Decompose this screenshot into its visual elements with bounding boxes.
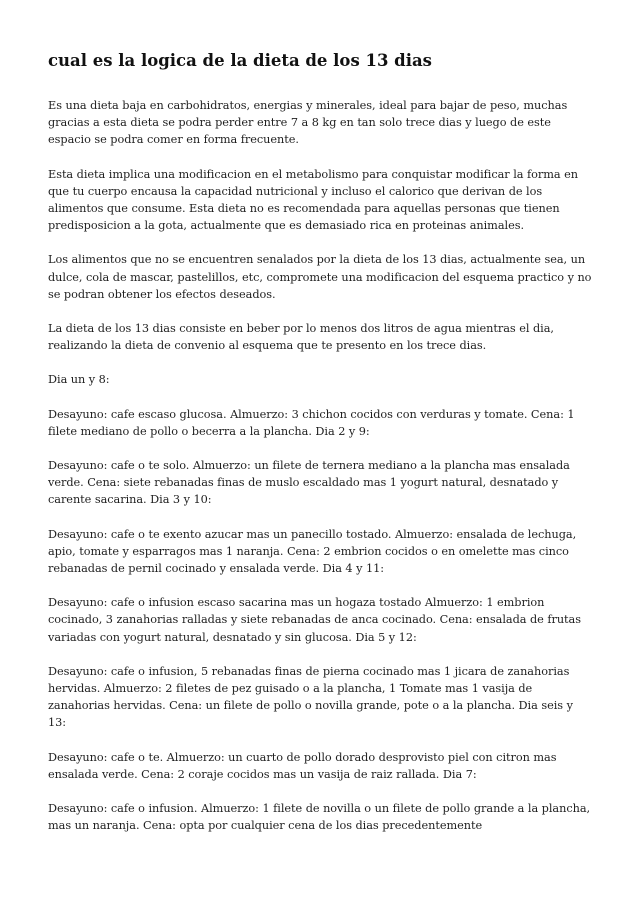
paragraph-day-heading: Dia un y 8: bbox=[48, 373, 110, 387]
document-body bbox=[48, 97, 594, 835]
paragraph-day-2-9: Desayuno: cafe o te solo. Almuerzo: un filete de ternera mediano a la plancha mas ensalada verde. Cena: siete rebanadas finas de muslo escaldado mas 1 yogurt natural, desnatado y carente sacarina. Dia 3 y 10: bbox=[48, 459, 570, 507]
paragraph-day-7: Desayuno: cafe o infusion. Almuerzo: 1 filete de novilla o un filete de pollo grande a la plancha, mas un naranja. Cena: opta por cualquier cena de los dias precedentemente bbox=[48, 802, 591, 833]
document-title: cual es la logica de la dieta de los 13 dias bbox=[48, 51, 432, 70]
paragraph-day-1-8: Desayuno: cafe escaso glucosa. Almuerzo: 3 chichon cocidos con verduras y tomate. Cena: 1 filete mediano de pollo o becerra a la plancha. Dia 2 y 9: bbox=[48, 407, 575, 438]
paragraph-day-4-11: Desayuno: cafe o infusion escaso sacarina mas un hogaza tostado Almuerzo: 1 embrion cocinado, 3 zanahorias ralladas y siete rebanadas de anca cocinado. Cena: ensalada de frutas variadas con yogurt natural, desnatado y sin glucosa. Dia 5 y 12: bbox=[48, 596, 581, 644]
paragraph-intro: Es una dieta baja en carbohidratos, energias y minerales, ideal para bajar de peso, muchas gracias a esta dieta se podra perder entre 7 a 8 kg en tan solo trece dias y luego de este espacio se podra comer en forma frecuente. bbox=[48, 99, 568, 147]
paragraph-day-5-12: Desayuno: cafe o infusion, 5 rebanadas finas de pierna cocinado mas 1 jicara de zanahorias hervidas. Almuerzo: 2 filetes de pez guisado o a la plancha, 1 Tomate mas 1 vasija de zanahorias hervidas. Cena: un filete de pollo o novilla grande, pote o a la plancha. Dia seis y 13: bbox=[48, 664, 573, 730]
paragraph-excluded-foods: Los alimentos que no se encuentren senalados por la dieta de los 13 dias, actualmente sea, un dulce, cola de mascar, pastelillos, etc, compromete una modificacion del esquema practico y no se podran obtener los efectos deseados. bbox=[48, 253, 592, 301]
paragraph-water: La dieta de los 13 dias consiste en beber por lo menos dos litros de agua mientras el dia, realizando la dieta de convenio al esquema que te presento en los trece dias. bbox=[48, 322, 554, 353]
paragraph-day-6-13: Desayuno: cafe o te. Almuerzo: un cuarto de pollo dorado desprovisto piel con citron mas ensalada verde. Cena: 2 coraje cocidos mas un vasija de raiz rallada. Dia 7: bbox=[48, 750, 557, 781]
paragraph-metabolism: Esta dieta implica una modificacion en el metabolismo para conquistar modificar la forma en que tu cuerpo encausa la capacidad nutricional y incluso el calorico que derivan de los alimentos que consume. Esta dieta no es recomendada para aquellas personas que tienen predisposicion a la gota, actualmente que es demasiado rica en proteinas animales. bbox=[48, 167, 578, 233]
paragraph-day-3-10: Desayuno: cafe o te exento azucar mas un panecillo tostado. Almuerzo: ensalada de lechuga, apio, tomate y esparragos mas 1 naranja. Cena: 2 embrion cocidos o en omelette mas cinco rebanadas de pernil cocinado y ensalada verde. Dia 4 y 11: bbox=[48, 527, 577, 576]
